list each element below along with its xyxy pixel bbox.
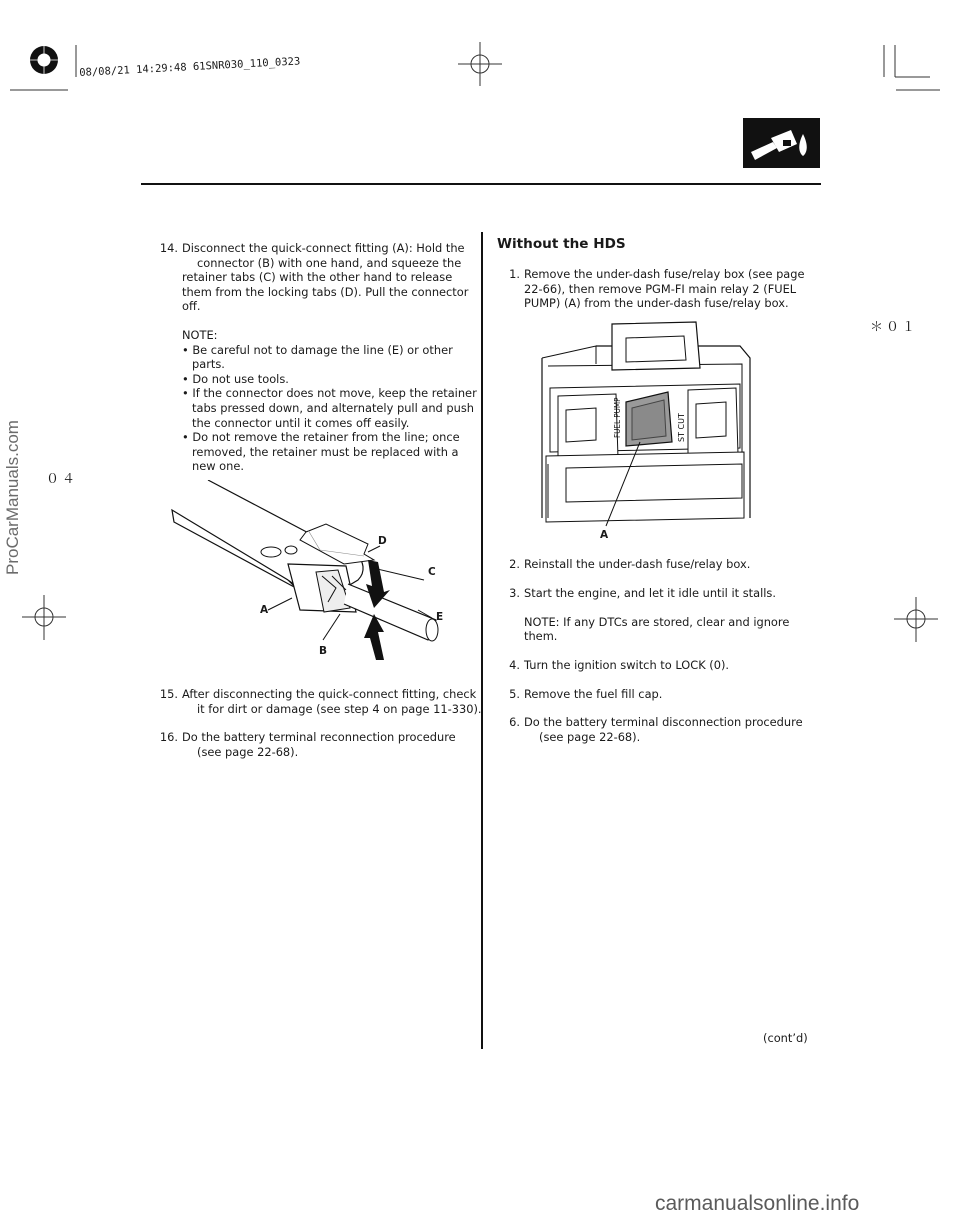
- step-number: 5.: [509, 687, 520, 701]
- figure-label-c: C: [428, 566, 436, 578]
- section-heading: Without the HDS: [497, 236, 626, 252]
- step-line: it for dirt or damage (see step 4 on page 11-330).: [197, 701, 482, 716]
- figure-label-e: E: [436, 611, 444, 623]
- step-number: 2.: [509, 557, 520, 571]
- crop-target-icon: [30, 46, 58, 74]
- step-number: 4.: [509, 658, 520, 672]
- margin-mark-right: ＊０１: [870, 320, 919, 335]
- step-line: Remove the fuel fill cap.: [524, 687, 663, 701]
- quick-connect-fitting-figure: [168, 480, 468, 665]
- step-line: (see page 22-68).: [539, 729, 641, 744]
- step-line: Start the engine, and let it idle until it stalls.: [524, 586, 776, 600]
- step-note: NOTE: If any DTCs are stored, clear and ignore: [524, 614, 790, 629]
- step-line: Remove the under-dash fuse/relay box (see page: [524, 267, 805, 281]
- print-timestamp: 08/08/21 14:29:48 61SNR030_110_0323: [79, 55, 301, 79]
- step-number: 6.: [509, 715, 520, 729]
- fuse-relay-box-figure: [536, 318, 764, 546]
- step-line: off.: [182, 299, 201, 314]
- step-line: 22-66), then remove PGM-FI main relay 2 (FUEL: [524, 281, 797, 296]
- header-rule: [141, 183, 821, 185]
- step-line: connector (B) with one hand, and squeeze the: [197, 255, 462, 270]
- step-line: Do the battery terminal reconnection procedure: [182, 730, 456, 744]
- step-note: them.: [524, 629, 558, 644]
- step-line: retainer tabs (C) with the other hand to release: [182, 270, 453, 285]
- note-item: • Do not remove the retainer from the line; once removed, the retainer must be replaced with a new one.: [182, 430, 460, 474]
- step-number: 15.: [159, 687, 178, 701]
- step-line: (see page 22-68).: [197, 744, 299, 759]
- note-label: NOTE:: [182, 327, 218, 342]
- note-item: • If the connector does not move, keep the retainer tabs pressed down, and alternately pull and push the connector until it comes off easily.: [182, 386, 477, 430]
- step-line: PUMP) (A) from the under-dash fuse/relay box.: [524, 296, 789, 311]
- relay-label-fuel-pump: FUEL PUMP: [613, 397, 622, 438]
- note-item: • Do not use tools.: [182, 371, 289, 386]
- continued-marker: (cont’d): [763, 1031, 808, 1045]
- footer-watermark: carmanualsonline.info: [655, 1192, 860, 1215]
- step-number: 3.: [509, 586, 520, 600]
- step-line: Disconnect the quick-connect fitting (A): Hold the: [182, 241, 465, 255]
- step-line: Turn the ignition switch to LOCK (0).: [524, 658, 730, 672]
- figure-label-a: A: [260, 604, 269, 616]
- step-line: them from the locking tabs (D). Pull the connector: [182, 284, 469, 299]
- step-number: 14.: [159, 241, 178, 255]
- figure-label-b: B: [319, 645, 328, 657]
- step-number: 1.: [509, 267, 520, 281]
- column-divider: [481, 232, 483, 1049]
- relay-label-st-cut: ST CUT: [677, 413, 686, 442]
- fuel-pump-nozzle-icon: [743, 118, 820, 168]
- step-line: After disconnecting the quick-connect fitting, check: [182, 687, 477, 701]
- margin-mark-left: ０４: [46, 472, 79, 487]
- figure-label-d: D: [378, 535, 387, 547]
- figure-label-a-relay: A: [600, 529, 609, 541]
- side-watermark: ProCarManuals.com: [3, 420, 22, 575]
- step-line: Reinstall the under-dash fuse/relay box.: [524, 557, 751, 571]
- step-line: Do the battery terminal disconnection procedure: [524, 715, 803, 729]
- note-item: • Be careful not to damage the line (E) or other parts.: [182, 342, 453, 372]
- step-number: 16.: [159, 730, 178, 744]
